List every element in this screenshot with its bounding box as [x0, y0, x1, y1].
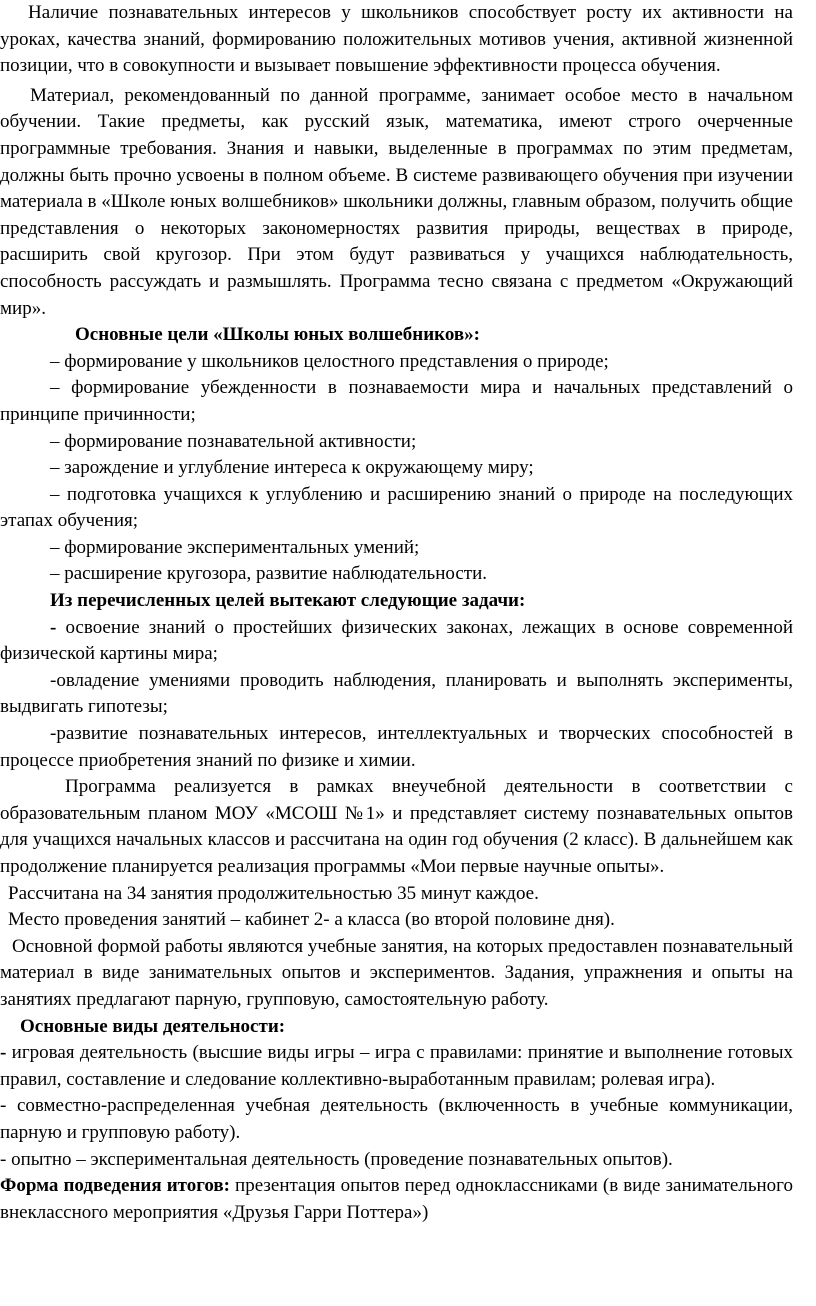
activity-item-1	[0, 1040, 793, 1093]
duration-paragraph: Рассчитана на 34 занятия продолжительностью 35 минут каждое.	[8, 882, 539, 904]
activity-item-1-dash: -	[0, 1042, 7, 1064]
goal-item-5: – подготовка учащихся к углублению и расширению знаний о природе на последующих этапах обучения;	[0, 483, 793, 532]
task-item-2: -овладение умениями проводить наблюдения, планировать и выполнять эксперименты, выдвигать гипотезы;	[0, 669, 793, 718]
activities-heading	[0, 1014, 793, 1041]
work-form-paragraph: Основной формой работы являются учебные занятия, на которых предоставлен познавательный материал в виде занимательных опытов и экспериментов. Задания, упражнения и опыты на занятиях предлагают парную, групповую, самостоятельную работу.	[0, 935, 793, 1010]
activities-heading-text: Основные виды деятельности:	[20, 1015, 286, 1037]
task-item-1-text: освоение знаний о простейших физических законах, лежащих в основе современной физической картины мира;	[0, 616, 793, 665]
goal-item-3: – формирование познавательной активности;	[50, 430, 417, 452]
intro-paragraph: Наличие познавательных интересов у школьников способствует росту их активности на уроках, качества знаний, формированию положительных мотивов учения, активной жизненной позиции, что в совокупности и вызывает повышение эффективности процесса обучения.	[0, 2, 793, 77]
location-paragraph: Место проведения занятий – кабинет 2- а класса (во второй половине дня).	[8, 909, 615, 931]
activity-item-2: - совместно-распределенная учебная деятельность (включенность в учебные коммуникации, парную и групповую работу).	[0, 1095, 793, 1143]
program-paragraph: Программа реализуется в рамках внеучебной деятельности в соответствии с образовательным планом МОУ «МСОШ №1» и представляет систему познавательных опытов для учащихся начальных классов и рассчитана на один год обучения (2 класс). В дальнейшем как продолжение планируется реализация программы «Мои первые научные опыты».	[0, 776, 793, 877]
summary-label: Форма подведения итогов:	[0, 1175, 230, 1197]
goal-item-6: – формирование экспериментальных умений;	[50, 536, 420, 558]
goal-item-1: – формирование у школьников целостного представления о природе;	[50, 350, 609, 372]
activity-item-1-text: игровая деятельность (высшие виды игры – игра с правилами: принятие и выполнение готовых правил, составление и следование коллективно-выработанным правилам; ролевая игра).	[0, 1042, 793, 1090]
summary-text: презентация опытов перед одноклассниками (в виде занимательного внеклассного мероприятия «Друзья Гарри Поттера»)	[0, 1175, 793, 1223]
task-item-1	[0, 615, 793, 668]
tasks-heading	[0, 588, 793, 615]
goal-item-7: – расширение кругозора, развитие наблюдательности.	[50, 563, 488, 585]
task-item-3: -развитие познавательных интересов, интеллектуальных и творческих способностей в процессе приобретения знаний по физике и химии.	[0, 723, 793, 771]
goal-item-2: – формирование убежденности в познаваемости мира и начальных представлений о принципе причинности;	[0, 377, 793, 425]
summary-paragraph	[0, 1173, 793, 1226]
activity-item-3: - опытно – экспериментальная деятельность (проведение познавательных опытов).	[0, 1148, 673, 1170]
task-item-1-dash: -	[50, 616, 57, 638]
tasks-heading-text: Из перечисленных целей вытекают следующие задачи:	[50, 590, 526, 612]
material-paragraph: Материал, рекомендованный по данной программе, занимает особое место в начальном обучении. Такие предметы, как русский язык, математика, имеют строго очерченные программные требования. Знания и навыки, выделенные в программах по этим предметам, должны быть прочно усвоены в полном объеме. В системе развивающего обучения при изучении материала в «Школе юных волшебников» школьники должны, главным образом, получить общие представления о некоторых закономерностях развития природы, веществах в природе, расширить свой кругозор. При этом будут развиваться у учащихся наблюдательность, способность рассуждать и размышлять. Программа тесно связана с предметом «Окружающий мир».	[0, 84, 793, 319]
goal-item-4: – зарождение и углубление интереса к окружающему миру;	[50, 457, 534, 479]
goals-heading	[0, 322, 793, 349]
goals-heading-text: Основные цели «Школы юных волшебников»:	[75, 324, 480, 346]
